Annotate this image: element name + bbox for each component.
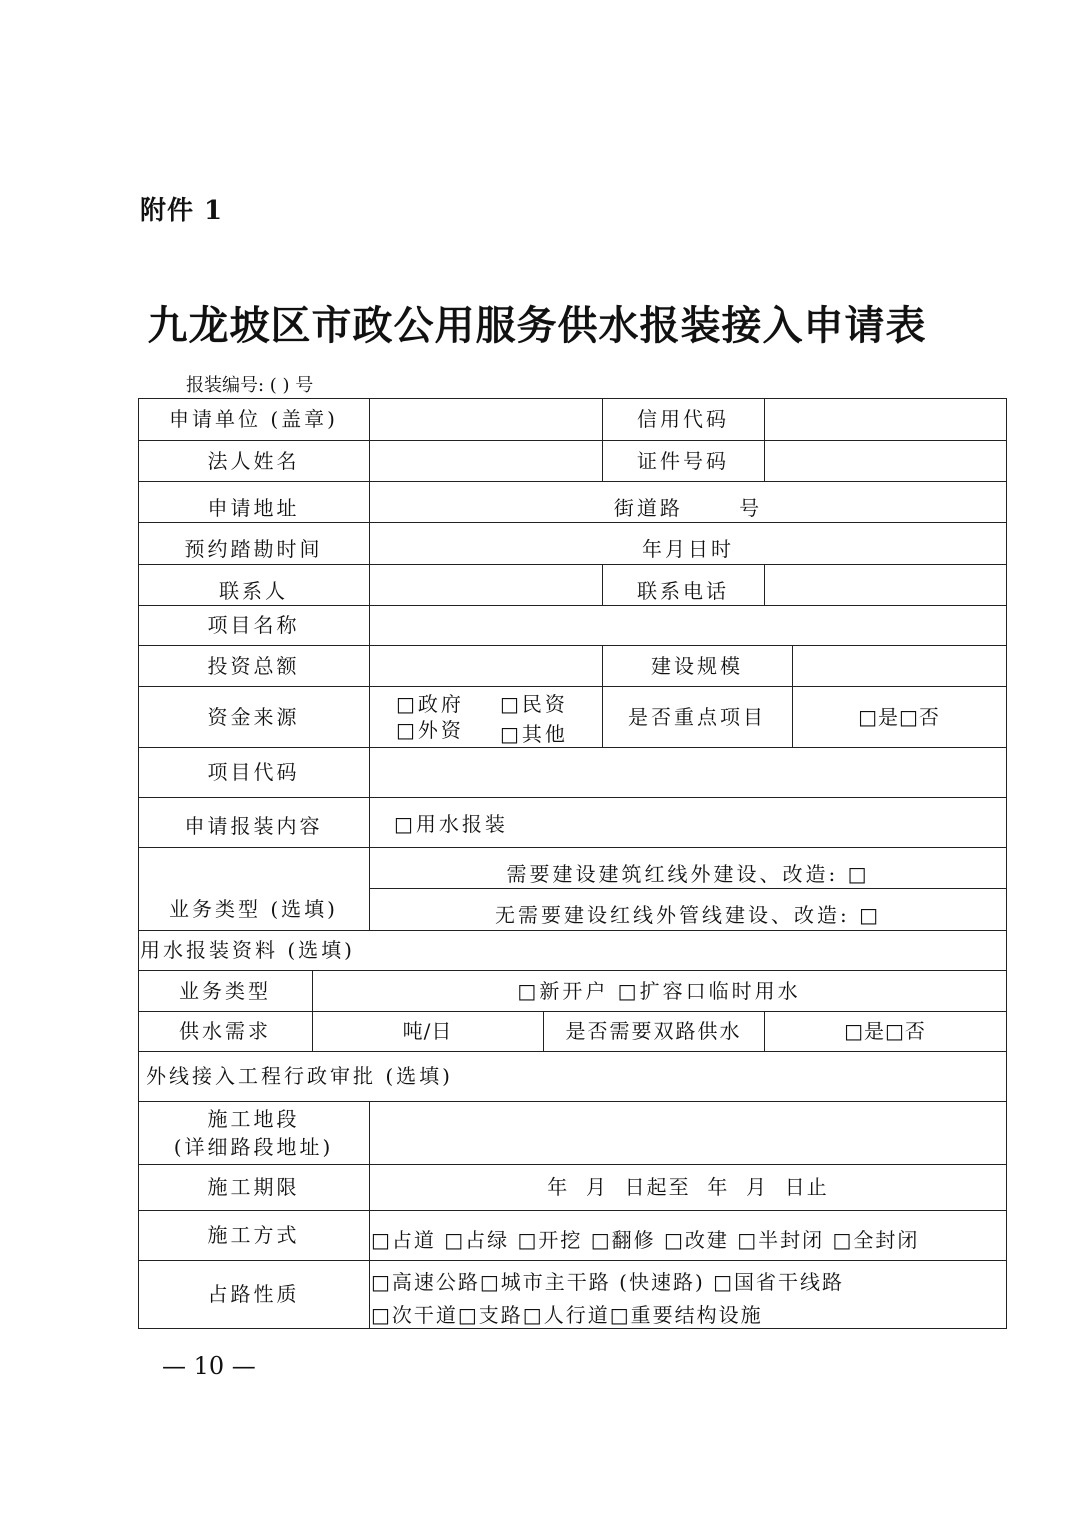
external-approval-heading: 外线接入工程行政审批 (选填) (146, 1064, 453, 1088)
need-build-option[interactable]: 需要建设建筑红线外建设、改造: □ (506, 861, 870, 886)
project-code-label: 项目代码 (207, 760, 300, 784)
fund-private-checkbox[interactable]: □民资 (500, 692, 568, 716)
page-number: — 10 — (162, 1352, 256, 1380)
id-number-label: 证件号码 (637, 448, 729, 473)
supply-unit: 吨/日 (402, 1019, 453, 1043)
construction-section-line2: (详细路段地址) (173, 1134, 334, 1159)
credit-code-label: 信用代码 (637, 407, 729, 431)
form-title: 九龙坡区市政公用服务供水报装接入申请表 (147, 302, 927, 349)
apply-content-label: 申请报装内容 (184, 814, 323, 838)
application-form-table (138, 398, 1007, 1329)
construction-period-label: 施工期限 (207, 1175, 300, 1199)
construction-method-options[interactable]: □占道 □占绿 □开挖 □翻修 □改建 □半封闭 □全封闭 (371, 1228, 920, 1252)
address-label: 申请地址 (207, 495, 300, 520)
build-scale-label: 建设规模 (651, 653, 743, 678)
key-project-checkboxes[interactable]: □是□否 (858, 704, 940, 729)
dual-supply-label: 是否需要双路供水 (565, 1019, 742, 1043)
survey-time-label: 预约踏勘时间 (184, 537, 323, 561)
address-value: 街道路 号 (613, 495, 763, 520)
contact-label: 联系人 (219, 578, 288, 603)
construction-section-label (138, 1101, 369, 1164)
road-nature-options-line1[interactable]: □高速公路□城市主干路 (快速路) □国省干线路 (371, 1270, 845, 1294)
biz-type-label: 业务类型 (179, 978, 271, 1003)
fund-source-label: 资金来源 (207, 704, 300, 729)
road-nature-label: 占路性质 (207, 1282, 300, 1306)
fund-gov-checkbox[interactable]: □政府 (396, 692, 464, 716)
construction-section-line1: 施工地段 (207, 1106, 300, 1131)
construction-period-value: 年 月 日起至 年 月 日止 (547, 1175, 829, 1199)
fund-foreign-checkbox[interactable]: □外资 (396, 718, 464, 742)
road-nature-options-line2[interactable]: □次干道□支路□人行道□重要结构设施 (371, 1303, 763, 1327)
no-need-build-option[interactable]: 无需要建设红线外管线建设、改造: □ (495, 903, 881, 927)
biz-type-options[interactable]: □新开户 □扩容口临时用水 (517, 978, 801, 1003)
legal-person-label: 法人姓名 (207, 448, 300, 473)
contact-phone-label: 联系电话 (637, 578, 729, 603)
water-apply-checkbox[interactable]: □用水报装 (394, 812, 508, 836)
investment-label: 投资总额 (207, 653, 300, 678)
key-project-label: 是否重点项目 (628, 704, 766, 729)
survey-time-value: 年月日时 (642, 537, 734, 561)
fund-other-checkbox[interactable]: □其他 (500, 722, 568, 746)
applicant-unit-label: 申请单位 (盖章) (169, 407, 338, 431)
project-name-label: 项目名称 (207, 613, 300, 637)
supply-demand-label: 供水需求 (179, 1019, 271, 1043)
dual-supply-checkboxes[interactable]: □是□否 (844, 1019, 926, 1043)
water-materials-heading: 用水报装资料 (选填) (140, 938, 355, 962)
business-type-label: 业务类型 (选填) (169, 896, 338, 921)
attachment-label: 附件 1 (140, 196, 224, 226)
construction-method-label: 施工方式 (207, 1223, 300, 1247)
serial-number: 报装编号: ( ) 号 (186, 375, 314, 396)
